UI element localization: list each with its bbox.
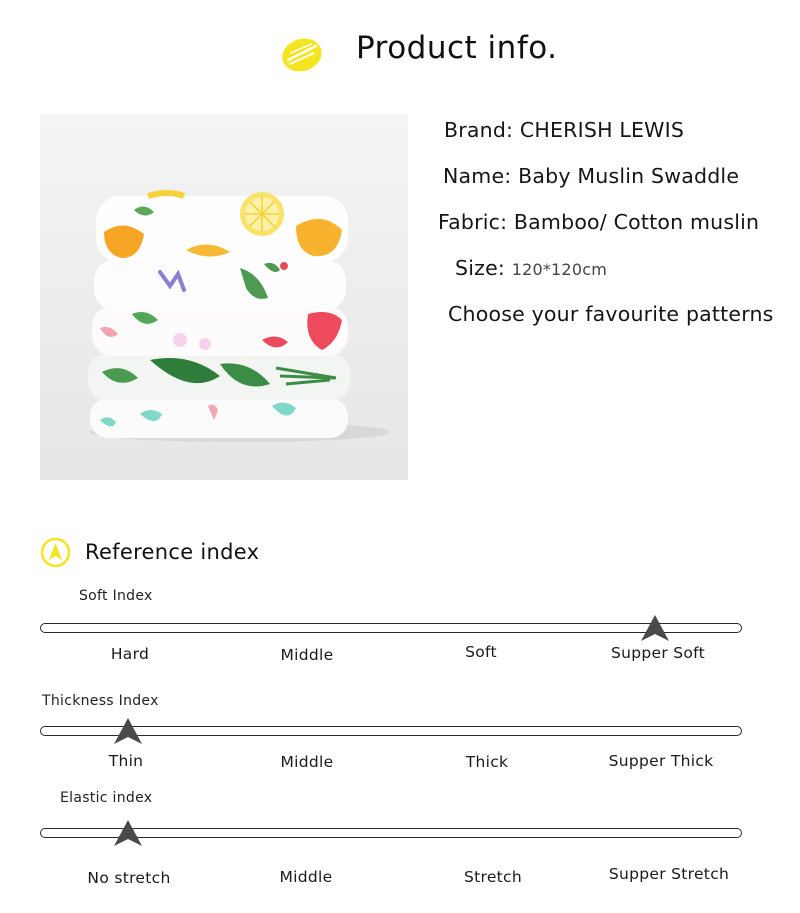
elastic-tick: Stretch [463, 868, 523, 886]
soft-tick: Soft [465, 643, 497, 661]
product-photo [40, 114, 408, 480]
brand-label: Brand: [444, 118, 514, 142]
soft-index-marker-icon [641, 615, 669, 641]
name-value: Baby Muslin Swaddle [518, 164, 740, 188]
fabric-value: Bamboo/ Cotton muslin [513, 210, 760, 234]
thickness-tick: Thin [108, 752, 144, 770]
elastic-index-marker-icon [114, 820, 142, 846]
name-line [443, 164, 739, 188]
size-label: Size: [455, 256, 505, 280]
thickness-tick: Middle [280, 753, 334, 771]
page-title: Product info. [356, 30, 558, 66]
elastic-tick: Supper Stretch [608, 865, 730, 883]
size-line [455, 256, 607, 280]
elastic-tick: No stretch [87, 869, 171, 887]
thickness-index-bar [40, 726, 742, 736]
soft-index-label: Soft Index [79, 588, 153, 604]
thickness-index-marker-icon [114, 718, 142, 744]
elastic-index-bar [40, 828, 742, 838]
soft-index-bar [40, 623, 742, 633]
reference-title: Reference index [85, 540, 260, 564]
thickness-index-label: Thickness Index [42, 693, 159, 709]
name-label: Name: [443, 164, 512, 188]
choose-patterns-text: Choose your favourite patterns [448, 302, 774, 326]
brand-value: CHERISH LEWIS [519, 118, 685, 142]
fabric-line [438, 210, 759, 234]
elastic-tick: Middle [279, 868, 333, 886]
lemon-slice-icon [278, 34, 324, 76]
size-value: 120*120cm [511, 260, 607, 279]
soft-tick: Middle [280, 646, 334, 664]
compass-arrow-icon [40, 537, 71, 568]
soft-tick: Hard [110, 645, 150, 663]
fabric-label: Fabric: [438, 210, 508, 234]
soft-tick: Supper Soft [610, 644, 706, 662]
thickness-tick: Supper Thick [608, 752, 714, 770]
brand-line [444, 118, 684, 142]
elastic-index-label: Elastic index [60, 790, 153, 806]
thickness-tick: Thick [465, 753, 509, 771]
